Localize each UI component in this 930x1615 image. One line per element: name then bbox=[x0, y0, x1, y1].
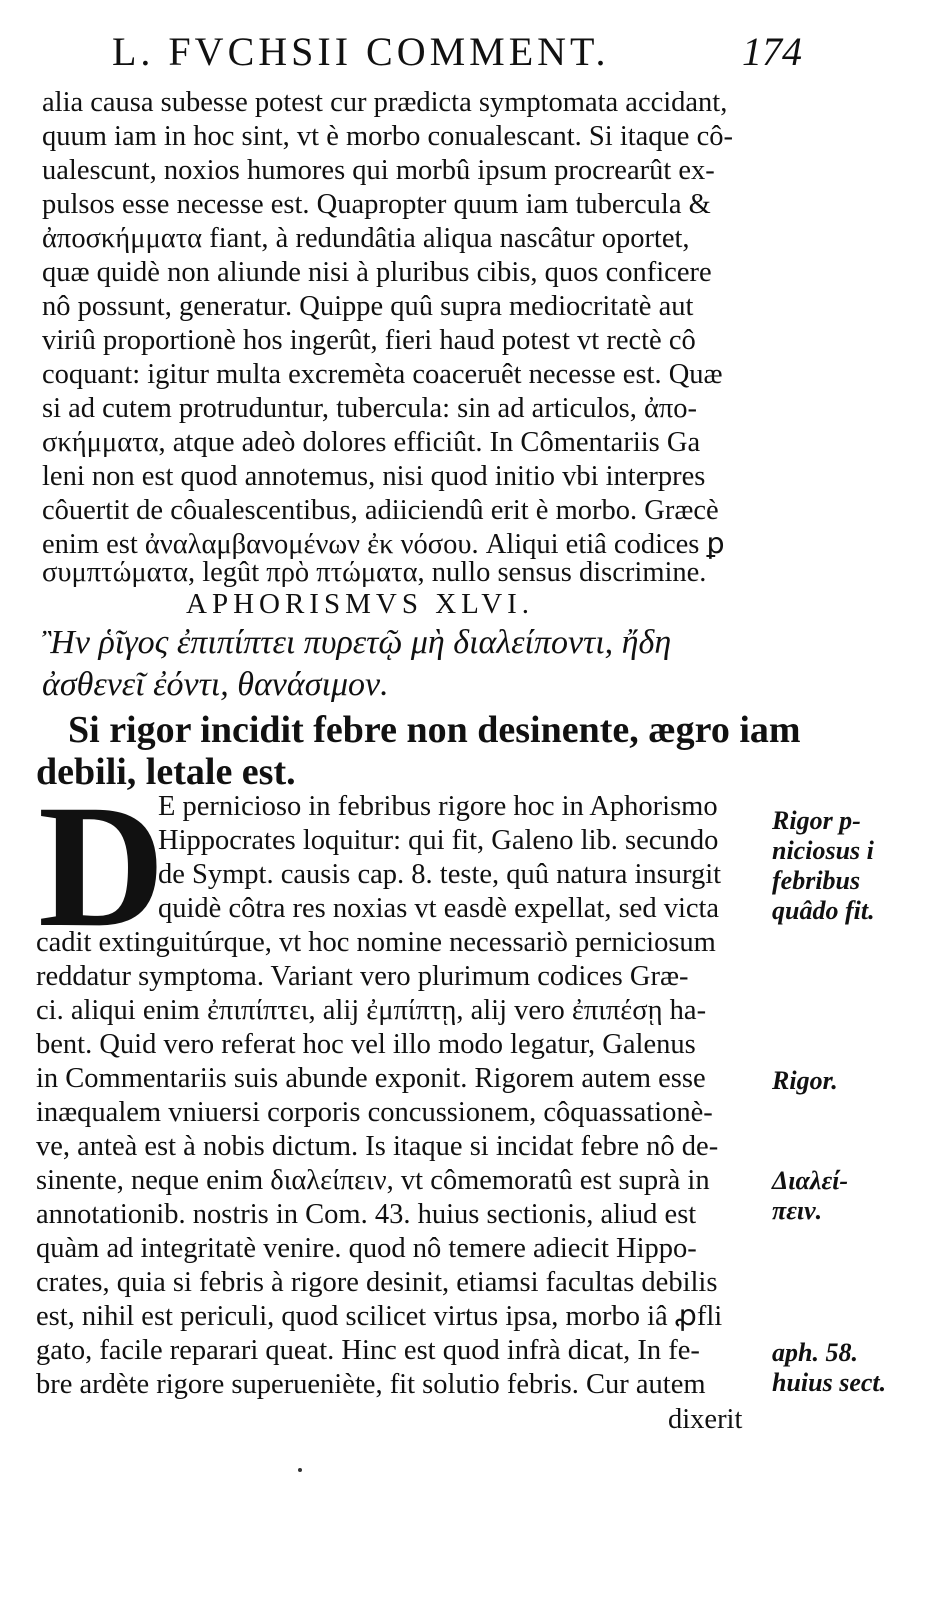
commentary-line: si ad cutem protruduntur, tubercula: sin ad articulos, ἀπο- bbox=[42, 393, 698, 424]
margin-note bbox=[772, 1066, 838, 1096]
catchword: dixerit bbox=[668, 1404, 743, 1435]
margin-note-line: πειν. bbox=[772, 1196, 823, 1225]
body-line: sinente, neque enim διαλείπειν, vt cômemoratû est suprà in bbox=[36, 1165, 710, 1196]
aphorism-greek-line: ἀσθενεῖ ἐόντι, θανάσιμον. bbox=[42, 666, 389, 703]
commentary-line: enim est ἀναλαμβανομένων ἐκ νόσου. Aliqui etiâ codices ꝑ bbox=[42, 529, 725, 560]
body-line: est, nihil est periculi, quod scilicet virtus ipsa, morbo iâ ꝓfli bbox=[36, 1301, 723, 1332]
margin-note-line: niciosus i bbox=[772, 836, 874, 865]
margin-note-line: huius sect. bbox=[772, 1368, 887, 1397]
body-line: E pernicioso in febribus rigore hoc in Aphorismo bbox=[158, 791, 718, 822]
margin-note-line: febribus bbox=[772, 866, 861, 895]
commentary-line: alia causa subesse potest cur prædicta symptomata accidant, bbox=[42, 87, 728, 118]
aphorism-latin-line: debili, letale est. bbox=[36, 751, 296, 793]
commentary-line: σκήμματα, atque adeò dolores efficiût. In Cômentariis Ga bbox=[42, 427, 701, 458]
body-line: Hippocrates loquitur: qui fit, Galeno lib. secundo bbox=[158, 825, 719, 856]
ink-speck bbox=[298, 1468, 302, 1472]
body-line: bre ardète rigore superueniète, fit solutio febris. Cur autem bbox=[36, 1369, 706, 1400]
aphorism-greek-line: Ἢν ῥῖγος ἐπιπίπτει πυρετῷ μὴ διαλείποντι, ἤδη bbox=[42, 624, 672, 661]
margin-note-line: Διαλεί- bbox=[772, 1166, 848, 1195]
page-header bbox=[112, 28, 802, 76]
commentary-line: quum iam in hoc sint, vt è morbo conualescant. Si itaque cô- bbox=[42, 121, 733, 152]
body-line: reddatur symptoma. Variant vero plurimum codices Græ- bbox=[36, 961, 689, 992]
body-line: crates, quia si febris à rigore desinit, etiamsi facultas debilis bbox=[36, 1267, 718, 1298]
body-line: ci. aliqui enim ἐπιπίπτει, alij ἐμπίπτῃ, alij vero ἐπιπέσῃ ha- bbox=[36, 995, 707, 1026]
commentary-line: coquant: igitur multa excremèta coaceruêt necesse est. Quæ bbox=[42, 359, 723, 390]
body-line: quàm ad integritatè venire. quod nô temere adiecit Hippo- bbox=[36, 1233, 697, 1264]
margin-note-line: aph. 58. bbox=[772, 1338, 858, 1367]
commentary-line: pulsos esse necesse est. Quapropter quum iam tubercula & bbox=[42, 189, 711, 220]
body-line: de Sympt. causis cap. 8. teste, quû natura insurgit bbox=[158, 859, 722, 890]
body-line: quidè côtra res noxias vt easdè expellat, sed victa bbox=[158, 893, 720, 924]
margin-note bbox=[772, 1166, 848, 1226]
body-line: inæqualem vniuersi corporis concussionem, côquassationè- bbox=[36, 1097, 713, 1128]
commentary-line: nô possunt, generatur. Quippe quû supra mediocritatè aut bbox=[42, 291, 694, 322]
commentary-line: ualescunt, noxios humores qui morbû ipsum procrearût ex- bbox=[42, 155, 715, 186]
margin-note-line: Rigor. bbox=[772, 1066, 838, 1095]
commentary-line: quæ quidè non aliunde nisi à pluribus cibis, quos conficere bbox=[42, 257, 712, 288]
aphorism-heading: APHORISMVS XLVI. bbox=[186, 588, 535, 620]
page-number: 174 bbox=[742, 29, 802, 74]
body-line: annotationib. nostris in Com. 43. huius sectionis, aliud est bbox=[36, 1199, 697, 1230]
commentary-line: leni non est quod annotemus, nisi quod initio vbi interpres bbox=[42, 461, 706, 492]
body-line: bent. Quid vero referat hoc vel illo modo legatur, Galenus bbox=[36, 1029, 696, 1060]
body-line: in Commentariis suis abunde exponit. Rigorem autem esse bbox=[36, 1063, 706, 1094]
commentary-line: côuertit de côualescentibus, adiiciendû erit è morbo. Græcè bbox=[42, 495, 719, 526]
commentary-line: συμπτώματα, legût πρὸ πτώματα, nullo sensus discrimine. bbox=[42, 557, 707, 588]
commentary-line: viriû proportionè hos ingerût, fieri haud potest vt rectè cô bbox=[42, 325, 696, 356]
margin-note bbox=[772, 806, 875, 926]
margin-note-line: quâdo fit. bbox=[772, 896, 875, 925]
aphorism-latin-line: Si rigor incidit febre non desinente, ægro iam bbox=[68, 709, 801, 751]
body-line: gato, facile reparari queat. Hinc est quod infrà dicat, In fe- bbox=[36, 1335, 700, 1366]
margin-note bbox=[772, 1338, 886, 1398]
running-title: L. FVCHSII COMMENT. bbox=[112, 29, 610, 74]
commentary-line: ἀποσκήμματα fiant, à redundâtia aliqua nascâtur oportet, bbox=[42, 223, 690, 254]
body-line: ve, anteà est à nobis dictum. Is itaque si incidat febre nô de- bbox=[36, 1131, 719, 1162]
margin-note-line: Rigor p- bbox=[772, 806, 861, 835]
drop-cap: D bbox=[38, 769, 166, 964]
body-line: cadit extinguitúrque, vt hoc nomine necessariò perniciosum bbox=[36, 927, 716, 958]
